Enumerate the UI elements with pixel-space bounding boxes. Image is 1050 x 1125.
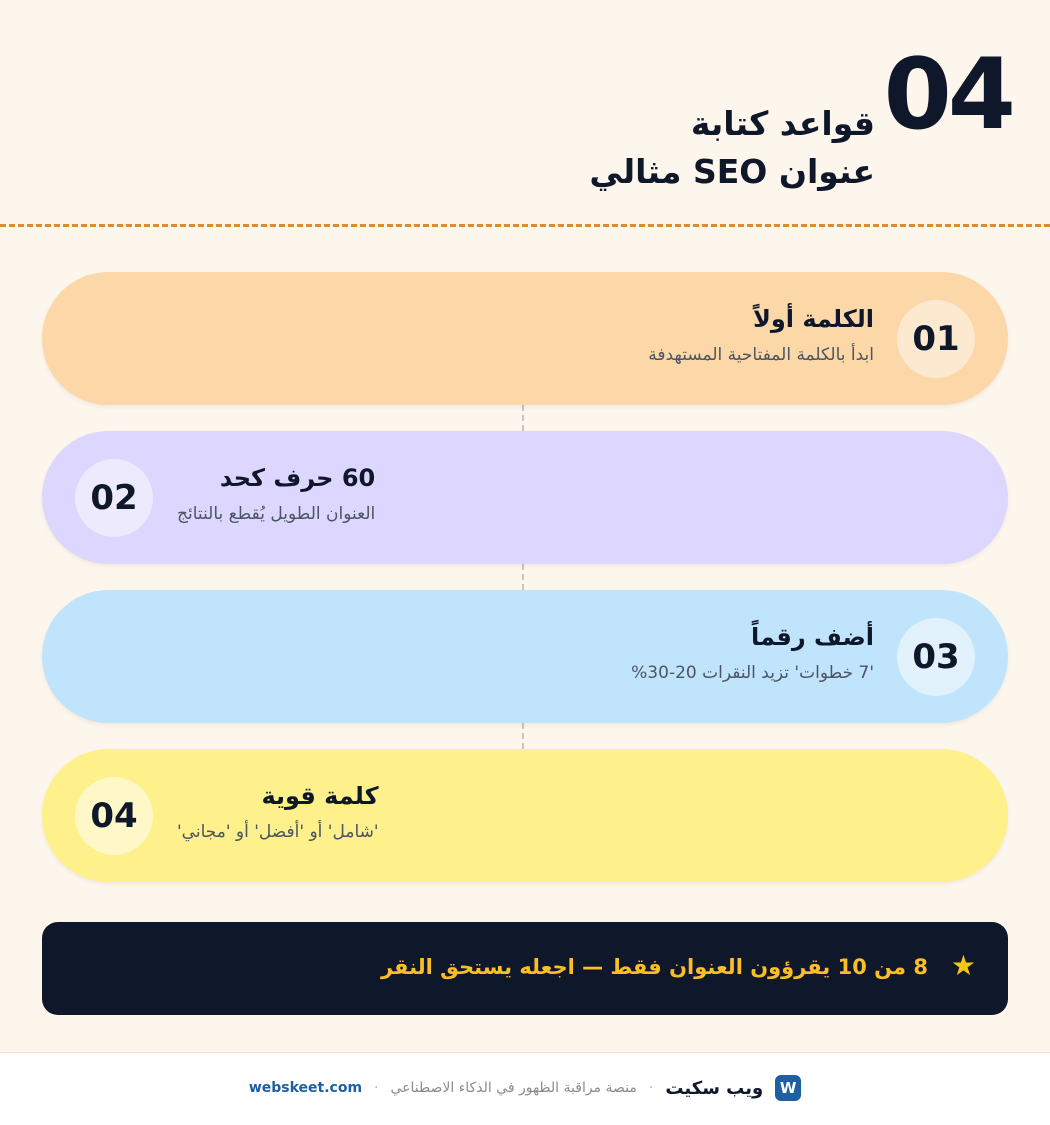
rule-number-badge: 04 — [75, 777, 153, 855]
rule-title: كلمة قوية — [261, 782, 379, 810]
footer-content — [0, 1075, 1050, 1101]
rule-title: أضف رقماً — [751, 623, 874, 651]
rule-card-2 — [42, 431, 1008, 564]
rule-card-3 — [42, 590, 1008, 723]
highlight-banner — [42, 922, 1008, 1015]
header — [0, 0, 1050, 225]
rule-number-badge: 02 — [75, 459, 153, 537]
website-link[interactable]: webskeet.com — [248, 1080, 363, 1096]
rule-title: 60 حرف كحد — [219, 464, 376, 492]
rule-card-4 — [42, 749, 1008, 882]
title-line-1: قواعد كتابة — [690, 104, 875, 143]
rule-text — [177, 461, 375, 527]
rule-subtitle: ابدأ بالكلمة المفتاحية المستهدفة — [648, 345, 874, 365]
rule-card-1 — [42, 272, 1008, 405]
rule-number-badge: 01 — [897, 300, 975, 378]
rule-subtitle: العنوان الطويل يُقطع بالنتائج — [177, 504, 376, 524]
rule-text — [177, 779, 379, 845]
banner-text: 8 من 10 يقرؤون العنوان فقط — اجعله يستحق النقر — [380, 955, 928, 979]
rule-number-badge: 03 — [897, 618, 975, 696]
rule-subtitle: '7 خطوات' تزيد النقرات 20-30% — [631, 663, 874, 683]
separator: · — [374, 1080, 379, 1096]
rule-title: الكلمة أولاً — [752, 305, 874, 333]
rule-subtitle: 'شامل' أو 'أفضل' أو 'مجاني' — [177, 822, 379, 842]
connector-line — [522, 564, 524, 590]
brand-logo-icon: W — [775, 1075, 801, 1101]
brand-name: ويب سكيت — [665, 1077, 764, 1099]
connector-line — [522, 405, 524, 431]
rule-text — [648, 302, 874, 368]
brand-tagline: منصة مراقبة الظهور في الذكاء الاصطناعي — [390, 1080, 637, 1096]
separator: · — [648, 1080, 654, 1096]
star-icon: ★ — [950, 949, 976, 982]
footer — [0, 1052, 1050, 1125]
title-line-2: عنوان SEO مثالي — [589, 152, 875, 191]
page-title — [589, 100, 875, 196]
connector-line — [522, 723, 524, 749]
rule-text — [631, 620, 874, 686]
section-number: 04 — [883, 38, 1012, 152]
header-divider — [0, 224, 1050, 227]
